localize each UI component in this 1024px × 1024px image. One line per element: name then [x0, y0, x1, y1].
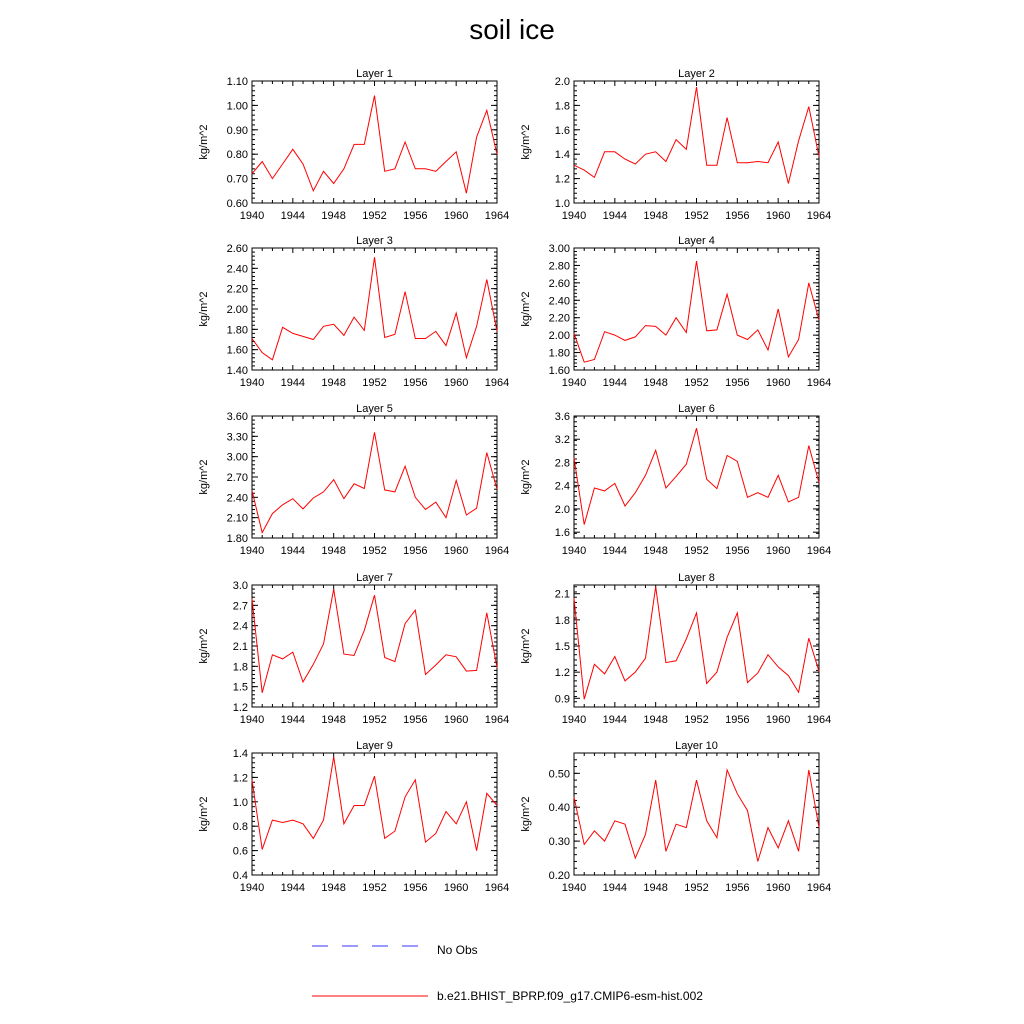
y-axis-label: kg/m^2 — [198, 124, 210, 160]
y-tick-label: 1.10 — [226, 76, 248, 88]
y-tick-label: 2.00 — [226, 304, 248, 316]
series-line — [252, 589, 497, 693]
x-tick-label: 1948 — [321, 714, 346, 726]
series-line — [252, 96, 497, 194]
legend-swatch-model — [310, 990, 430, 1002]
x-tick-label: 1944 — [280, 882, 306, 894]
y-axis-label: kg/m^2 — [520, 291, 532, 327]
x-tick-label: 1940 — [239, 882, 265, 894]
x-tick-label: 1952 — [684, 545, 709, 557]
y-tick-label: 2.60 — [548, 277, 570, 290]
x-tick-label: 1956 — [725, 714, 750, 726]
x-tick-label: 1964 — [484, 545, 510, 557]
x-tick-label: 1952 — [684, 210, 709, 222]
chart-panel-10 — [520, 740, 831, 894]
x-tick-label: 1956 — [725, 377, 750, 389]
y-axis-label: kg/m^2 — [520, 459, 532, 495]
x-tick-label: 1940 — [561, 882, 587, 894]
y-axis-label: kg/m^2 — [198, 796, 210, 832]
x-tick-label: 1960 — [765, 714, 791, 726]
page-title: soil ice — [469, 14, 555, 45]
x-tick-label: 1952 — [362, 377, 387, 389]
x-tick-label: 1952 — [362, 210, 387, 222]
chart-panel-5 — [198, 403, 509, 557]
plot-frame — [574, 416, 819, 538]
y-tick-label: 0.9 — [554, 693, 570, 706]
chart-title: Layer 2 — [678, 68, 715, 80]
x-tick-label: 1948 — [643, 377, 668, 389]
y-tick-label: 0.60 — [226, 198, 248, 210]
y-tick-label: 1.6 — [554, 527, 570, 540]
y-tick-label: 2.70 — [226, 472, 248, 484]
x-tick-label: 1944 — [602, 545, 628, 557]
chart-panel-4 — [520, 235, 831, 389]
y-tick-label: 3.00 — [548, 243, 570, 255]
series-line — [574, 428, 819, 524]
y-tick-label: 2.1 — [232, 641, 248, 653]
x-tick-label: 1952 — [362, 714, 387, 726]
y-tick-label: 0.6 — [232, 845, 248, 858]
x-tick-label: 1940 — [239, 210, 265, 222]
y-axis-label: kg/m^2 — [198, 628, 210, 664]
y-tick-label: 3.6 — [554, 411, 570, 423]
x-tick-label: 1940 — [561, 377, 587, 389]
x-tick-label: 1960 — [443, 714, 469, 726]
y-tick-label: 0.50 — [548, 768, 570, 781]
y-axis-label: kg/m^2 — [520, 124, 532, 160]
x-tick-label: 1960 — [765, 882, 791, 894]
y-tick-label: 1.5 — [232, 681, 248, 694]
y-tick-label: 2.0 — [554, 503, 570, 516]
x-tick-label: 1964 — [806, 210, 832, 222]
y-tick-label: 1.4 — [232, 748, 248, 760]
plot-frame — [574, 585, 819, 707]
y-tick-label: 2.1 — [554, 588, 570, 601]
plot-frame — [574, 248, 819, 370]
y-tick-label: 1.0 — [554, 198, 570, 210]
chart-title: Layer 3 — [356, 235, 393, 247]
y-tick-label: 3.30 — [226, 431, 248, 444]
chart-panel-6 — [520, 403, 831, 557]
y-tick-label: 1.2 — [554, 667, 570, 680]
chart-title: Layer 1 — [356, 68, 393, 80]
y-tick-label: 1.8 — [232, 661, 248, 674]
y-axis-label: kg/m^2 — [520, 628, 532, 664]
x-tick-label: 1948 — [321, 545, 346, 557]
legend-swatch-no-obs — [310, 940, 420, 952]
x-tick-label: 1956 — [403, 545, 428, 557]
chart-panel-3 — [198, 235, 509, 389]
x-tick-label: 1944 — [602, 377, 628, 389]
x-tick-label: 1940 — [239, 714, 265, 726]
chart-title: Layer 9 — [356, 740, 393, 752]
y-tick-label: 2.60 — [226, 243, 248, 255]
x-tick-label: 1952 — [362, 882, 387, 894]
x-tick-label: 1940 — [561, 545, 587, 557]
chart-title: Layer 4 — [678, 235, 715, 247]
x-tick-label: 1948 — [321, 882, 346, 894]
y-tick-label: 1.8 — [554, 614, 570, 627]
x-tick-label: 1944 — [602, 210, 628, 222]
legend-label-no-obs: No Obs — [437, 943, 478, 957]
y-tick-label: 1.2 — [554, 173, 570, 186]
x-tick-label: 1948 — [643, 714, 668, 726]
x-tick-label: 1952 — [684, 714, 709, 726]
x-tick-label: 1960 — [443, 882, 469, 894]
x-tick-label: 1964 — [806, 882, 832, 894]
x-tick-label: 1960 — [443, 210, 469, 222]
y-tick-label: 2.8 — [554, 457, 570, 470]
x-tick-label: 1944 — [280, 545, 306, 557]
x-tick-label: 1940 — [561, 714, 587, 726]
y-tick-label: 1.80 — [548, 347, 570, 360]
x-tick-label: 1964 — [484, 882, 510, 894]
y-tick-label: 2.4 — [232, 620, 248, 633]
y-tick-label: 1.80 — [226, 324, 248, 337]
y-tick-label: 1.00 — [226, 100, 248, 113]
x-tick-label: 1948 — [643, 210, 668, 222]
y-tick-label: 0.40 — [548, 802, 570, 815]
chart-panel-8 — [520, 572, 831, 726]
x-tick-label: 1956 — [725, 545, 750, 557]
y-tick-label: 3.0 — [232, 580, 248, 592]
x-tick-label: 1956 — [403, 210, 428, 222]
x-tick-label: 1956 — [403, 882, 428, 894]
series-line — [574, 587, 819, 700]
y-tick-label: 2.00 — [548, 330, 570, 343]
x-tick-label: 1960 — [443, 377, 469, 389]
plot-frame — [252, 585, 497, 707]
chart-panel-1 — [198, 68, 509, 222]
x-tick-label: 1948 — [321, 377, 346, 389]
y-tick-label: 0.20 — [548, 870, 570, 882]
y-tick-label: 3.2 — [554, 434, 570, 447]
y-tick-label: 3.60 — [226, 411, 248, 423]
y-tick-label: 3.00 — [226, 451, 248, 464]
series-line — [574, 770, 819, 862]
y-tick-label: 0.70 — [226, 173, 248, 186]
series-line — [252, 757, 497, 851]
y-tick-label: 1.40 — [226, 365, 248, 377]
x-tick-label: 1948 — [321, 210, 346, 222]
y-axis-label: kg/m^2 — [198, 459, 210, 495]
x-tick-label: 1956 — [403, 714, 428, 726]
chart-title: Layer 6 — [678, 403, 715, 415]
y-tick-label: 1.2 — [232, 772, 248, 785]
y-tick-label: 1.2 — [232, 702, 248, 714]
y-tick-label: 0.4 — [232, 870, 248, 882]
x-tick-label: 1960 — [443, 545, 469, 557]
x-tick-label: 1944 — [602, 714, 628, 726]
y-tick-label: 2.7 — [232, 600, 248, 613]
x-tick-label: 1964 — [806, 714, 832, 726]
x-tick-label: 1964 — [484, 377, 510, 389]
y-tick-label: 2.20 — [226, 283, 248, 296]
x-tick-label: 1940 — [561, 210, 587, 222]
x-tick-label: 1952 — [684, 882, 709, 894]
chart-title: Layer 8 — [678, 572, 715, 584]
x-tick-label: 1952 — [362, 545, 387, 557]
x-tick-label: 1956 — [403, 377, 428, 389]
x-tick-label: 1960 — [765, 210, 791, 222]
y-tick-label: 0.8 — [232, 821, 248, 834]
y-tick-label: 1.5 — [554, 641, 570, 653]
x-tick-label: 1964 — [806, 545, 832, 557]
series-line — [574, 261, 819, 362]
y-tick-label: 1.6 — [554, 124, 570, 137]
y-axis-label: kg/m^2 — [198, 291, 210, 327]
x-tick-label: 1960 — [765, 377, 791, 389]
y-tick-label: 1.0 — [232, 796, 248, 809]
y-tick-label: 1.4 — [554, 149, 570, 162]
x-tick-label: 1940 — [239, 545, 265, 557]
x-tick-label: 1964 — [484, 714, 510, 726]
x-tick-label: 1956 — [725, 210, 750, 222]
y-tick-label: 2.20 — [548, 312, 570, 325]
x-tick-label: 1944 — [280, 377, 306, 389]
y-tick-label: 1.80 — [226, 533, 248, 545]
chart-title: Layer 5 — [356, 403, 393, 415]
x-tick-label: 1948 — [643, 882, 668, 894]
x-tick-label: 1948 — [643, 545, 668, 557]
y-tick-label: 1.8 — [554, 100, 570, 113]
x-tick-label: 1952 — [684, 377, 709, 389]
x-tick-label: 1960 — [765, 545, 791, 557]
y-tick-label: 0.90 — [226, 124, 248, 137]
x-tick-label: 1964 — [484, 210, 510, 222]
y-tick-label: 2.40 — [226, 492, 248, 505]
y-tick-label: 2.40 — [226, 263, 248, 276]
y-tick-label: 1.60 — [226, 344, 248, 357]
chart-panel-2 — [520, 68, 831, 222]
chart-panel-7 — [198, 572, 509, 726]
x-tick-label: 1944 — [280, 210, 306, 222]
x-tick-label: 1964 — [806, 377, 832, 389]
y-tick-label: 2.10 — [226, 512, 248, 525]
plot-frame — [574, 81, 819, 203]
plot-frame — [252, 248, 497, 370]
y-tick-label: 2.0 — [554, 76, 570, 88]
x-tick-label: 1940 — [239, 377, 265, 389]
legend-label-model: b.e21.BHIST_BPRP.f09_g17.CMIP6-esm-hist.002 — [437, 989, 703, 1003]
y-tick-label: 0.30 — [548, 836, 570, 849]
y-axis-label: kg/m^2 — [520, 796, 532, 832]
chart-panel-9 — [198, 740, 509, 894]
x-tick-label: 1944 — [602, 882, 628, 894]
series-line — [574, 87, 819, 183]
x-tick-label: 1956 — [725, 882, 750, 894]
series-line — [252, 432, 497, 532]
y-tick-label: 2.40 — [548, 295, 570, 308]
chart-title: Layer 10 — [675, 740, 718, 752]
series-line — [252, 257, 497, 360]
x-tick-label: 1944 — [280, 714, 306, 726]
y-tick-label: 1.60 — [548, 365, 570, 377]
chart-title: Layer 7 — [356, 572, 393, 584]
y-tick-label: 2.4 — [554, 480, 570, 493]
y-tick-label: 0.80 — [226, 149, 248, 162]
plot-frame — [574, 753, 819, 875]
y-tick-label: 2.80 — [548, 260, 570, 273]
